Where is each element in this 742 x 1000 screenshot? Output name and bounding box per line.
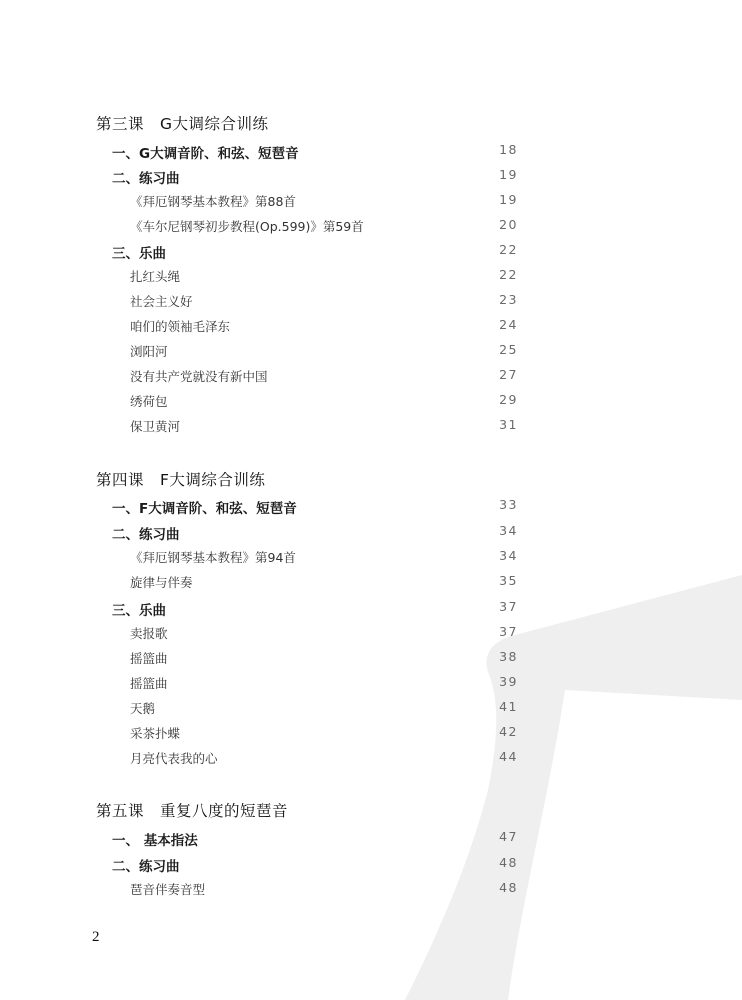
toc-entry-label: 卖报歌 [130, 626, 168, 641]
toc-entry-label: 摇篮曲 [130, 676, 168, 691]
toc-item-row[interactable] [0, 546, 742, 570]
lesson-heading [0, 112, 742, 136]
toc-item-row[interactable] [0, 878, 742, 902]
toc-page-number: 33 [499, 497, 518, 512]
toc-item-row[interactable] [0, 722, 742, 746]
toc-page-number: 23 [499, 292, 518, 307]
toc-page-number: 19 [499, 192, 518, 207]
toc-item-row[interactable] [0, 340, 742, 364]
toc-entry-label: 保卫黄河 [130, 419, 181, 434]
toc-section-row[interactable] [0, 165, 742, 189]
toc-item-row[interactable] [0, 672, 742, 696]
toc-entry-label: 二、练习曲 [112, 171, 180, 187]
toc-entry-label: 摇篮曲 [130, 651, 168, 666]
toc-entry-label: 社会主义好 [130, 294, 193, 309]
toc-entry-label: 《拜厄钢琴基本教程》第94首 [130, 550, 296, 565]
toc-page-number: 41 [499, 699, 518, 714]
toc-page-number: 18 [499, 142, 518, 157]
toc-section-row[interactable] [0, 140, 742, 164]
toc-item-row[interactable] [0, 365, 742, 389]
toc-entry-label: 月亮代表我的心 [130, 751, 218, 766]
lesson-heading [0, 799, 742, 823]
toc-entry-label: 二、练习曲 [112, 527, 180, 543]
toc-page-number: 20 [499, 217, 518, 232]
toc-entry-label: 三、乐曲 [112, 603, 166, 619]
toc-item-row[interactable] [0, 747, 742, 771]
toc-page-number: 25 [499, 342, 518, 357]
toc-page-number: 37 [499, 624, 518, 639]
toc-page-number: 47 [499, 829, 518, 844]
toc-entry-label: 咱们的领袖毛泽东 [130, 319, 231, 334]
toc-item-row[interactable] [0, 190, 742, 214]
toc-page-number: 35 [499, 573, 518, 588]
lesson-title: 第四课 F大调综合训练 [96, 471, 266, 489]
toc-entry-label: 一、G大调音阶、和弦、短琶音 [112, 146, 299, 162]
toc-item-row[interactable] [0, 290, 742, 314]
toc-item-row[interactable] [0, 215, 742, 239]
toc-entry-label: 绣荷包 [130, 394, 168, 409]
toc-entry-label: 采茶扑蝶 [130, 726, 181, 741]
toc-page-number: 34 [499, 548, 518, 563]
toc-section-row[interactable] [0, 853, 742, 877]
toc-page-number: 34 [499, 523, 518, 538]
toc-section-row[interactable] [0, 597, 742, 621]
toc-entry-label: 天鹅 [130, 701, 156, 716]
toc-entry-label: 琶音伴奏音型 [130, 882, 206, 897]
toc-section-row[interactable] [0, 827, 742, 851]
toc-page-number: 31 [499, 417, 518, 432]
toc-entry-label: 旋律与伴奏 [130, 575, 193, 590]
toc-item-row[interactable] [0, 622, 742, 646]
toc-entry-label: 《拜厄钢琴基本教程》第88首 [130, 194, 296, 209]
toc-page-number: 22 [499, 242, 518, 257]
toc-entry-label: 一、F大调音阶、和弦、短琶音 [112, 501, 297, 517]
toc-item-row[interactable] [0, 647, 742, 671]
toc-page-number: 37 [499, 599, 518, 614]
toc-item-row[interactable] [0, 390, 742, 414]
toc-page-number: 22 [499, 267, 518, 282]
lesson-title: 第五课 重复八度的短琶音 [96, 802, 289, 820]
toc-entry-label: 二、练习曲 [112, 859, 180, 875]
page-number: 2 [92, 929, 100, 945]
toc-entry-label: 浏阳河 [130, 344, 168, 359]
toc-item-row[interactable] [0, 315, 742, 339]
toc-section-row[interactable] [0, 240, 742, 264]
toc-section-row[interactable] [0, 495, 742, 519]
toc-entry-label: 三、乐曲 [112, 246, 166, 262]
toc-page-number: 48 [499, 855, 518, 870]
toc-page-number: 42 [499, 724, 518, 739]
toc-section-row[interactable] [0, 521, 742, 545]
toc-page-number: 48 [499, 880, 518, 895]
toc-item-row[interactable] [0, 265, 742, 289]
toc-item-row[interactable] [0, 415, 742, 439]
lesson-heading [0, 468, 742, 492]
toc-entry-label: 一、 基本指法 [112, 833, 198, 849]
toc-page-number: 24 [499, 317, 518, 332]
toc-page-number: 27 [499, 367, 518, 382]
toc-item-row[interactable] [0, 697, 742, 721]
toc-page-number: 19 [499, 167, 518, 182]
lesson-title: 第三课 G大调综合训练 [96, 115, 269, 133]
toc-entry-label: 没有共产党就没有新中国 [130, 369, 268, 384]
toc-page-number: 29 [499, 392, 518, 407]
toc-page-number: 39 [499, 674, 518, 689]
toc-item-row[interactable] [0, 571, 742, 595]
toc-entry-label: 扎红头绳 [130, 269, 181, 284]
toc-entry-label: 《车尔尼钢琴初步教程(Op.599)》第59首 [130, 219, 364, 234]
toc-page-number: 38 [499, 649, 518, 664]
toc-page-number: 44 [499, 749, 518, 764]
